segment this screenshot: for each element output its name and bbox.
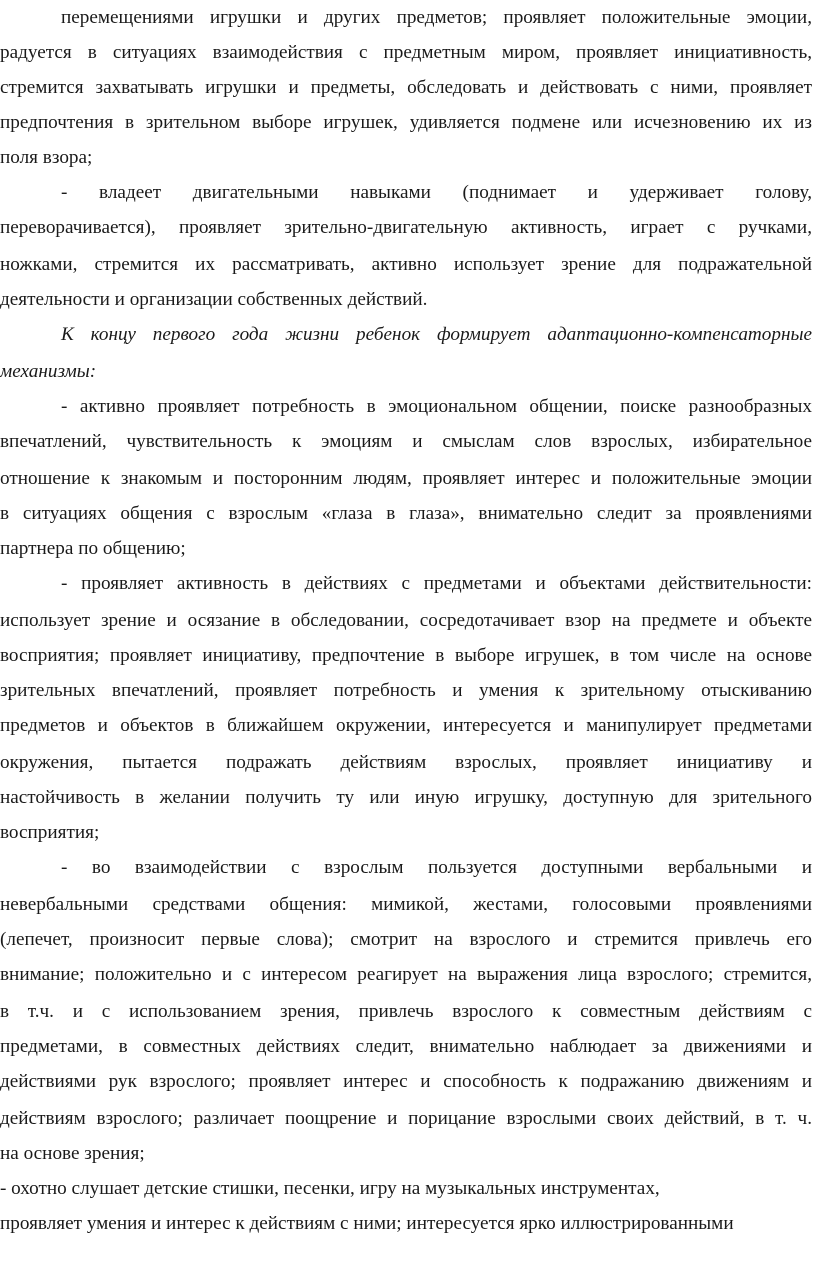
text-line: действиями рук взрослого; проявляет интерес и способность к подражанию движениям и xyxy=(0,1071,812,1092)
text-line: использует зрение и осязание в обследовании, сосредотачивает взор на предмете и объекте xyxy=(0,610,812,631)
text-line: ножками, стремится их рассматривать, активно использует зрение для подражательной xyxy=(0,254,812,275)
text-line: предпочтения в зрительном выборе игрушек, удивляется подмене или исчезновению их из xyxy=(0,112,812,133)
text-line: в т.ч. и с использованием зрения, привлечь взрослого к совместным действиям с xyxy=(0,1001,812,1022)
text-line: настойчивость в желании получить ту или иную игрушку, доступную для зрительного xyxy=(0,787,812,808)
text-line: - охотно слушает детские стишки, песенки, игру на музыкальных инструментах, xyxy=(0,1178,660,1199)
text-line: восприятия; проявляет инициативу, предпочтение в выборе игрушек, в том числе на основе xyxy=(0,645,812,666)
text-line: К концу первого года жизни ребенок формирует адаптационно-компенсаторные xyxy=(61,324,812,345)
text-line: - во взаимодействии с взрослым пользуется доступными вербальными и xyxy=(61,857,812,878)
text-line: - активно проявляет потребность в эмоциональном общении, поиске разнообразных xyxy=(61,396,812,417)
text-line: стремится захватывать игрушки и предметы, обследовать и действовать с ними, проявляет xyxy=(0,77,812,98)
text-line: действиям взрослого; различает поощрение и порицание взрослыми своих действий, в т. ч. xyxy=(0,1108,812,1129)
text-line: зрительных впечатлений, проявляет потребность и умения к зрительному отыскиванию xyxy=(0,680,812,701)
text-line: - владеет двигательными навыками (поднимает и удерживает голову, xyxy=(61,182,812,203)
text-line: на основе зрения; xyxy=(0,1143,145,1164)
text-line: в ситуациях общения с взрослым «глаза в глаза», внимательно следит за проявлениями xyxy=(0,503,812,524)
text-line: переворачивается), проявляет зрительно-двигательную активность, играет с ручками, xyxy=(0,217,812,238)
text-line: деятельности и организации собственных действий. xyxy=(0,289,428,310)
text-line: впечатлений, чувствительность к эмоциям и смыслам слов взрослых, избирательное xyxy=(0,431,812,452)
text-line: партнера по общению; xyxy=(0,538,186,559)
text-line: радуется в ситуациях взаимодействия с предметным миром, проявляет инициативность, xyxy=(0,42,812,63)
text-line: внимание; положительно и с интересом реагирует на выражения лица взрослого; стремится, xyxy=(0,964,812,985)
text-line: восприятия; xyxy=(0,822,100,843)
text-line: окружения, пытается подражать действиям взрослых, проявляет инициативу и xyxy=(0,752,812,773)
text-line: отношение к знакомым и посторонним людям, проявляет интерес и положительные эмоции xyxy=(0,468,812,489)
text-line: (лепечет, произносит первые слова); смотрит на взрослого и стремится привлечь его xyxy=(0,929,812,950)
text-line: проявляет умения и интерес к действиям с ними; интересуется ярко иллюстрированными xyxy=(0,1213,734,1234)
text-line: механизмы: xyxy=(0,361,97,382)
text-line: - проявляет активность в действиях с предметами и объектами действительности: xyxy=(61,573,812,594)
text-line: предметами, в совместных действиях следит, внимательно наблюдает за движениями и xyxy=(0,1036,812,1057)
text-line: перемещениями игрушки и других предметов; проявляет положительные эмоции, xyxy=(61,7,812,28)
text-line: предметов и объектов в ближайшем окружении, интересуется и манипулирует предметами xyxy=(0,715,812,736)
text-line: поля взора; xyxy=(0,147,93,168)
text-line: невербальными средствами общения: мимикой, жестами, голосовыми проявлениями xyxy=(0,894,812,915)
